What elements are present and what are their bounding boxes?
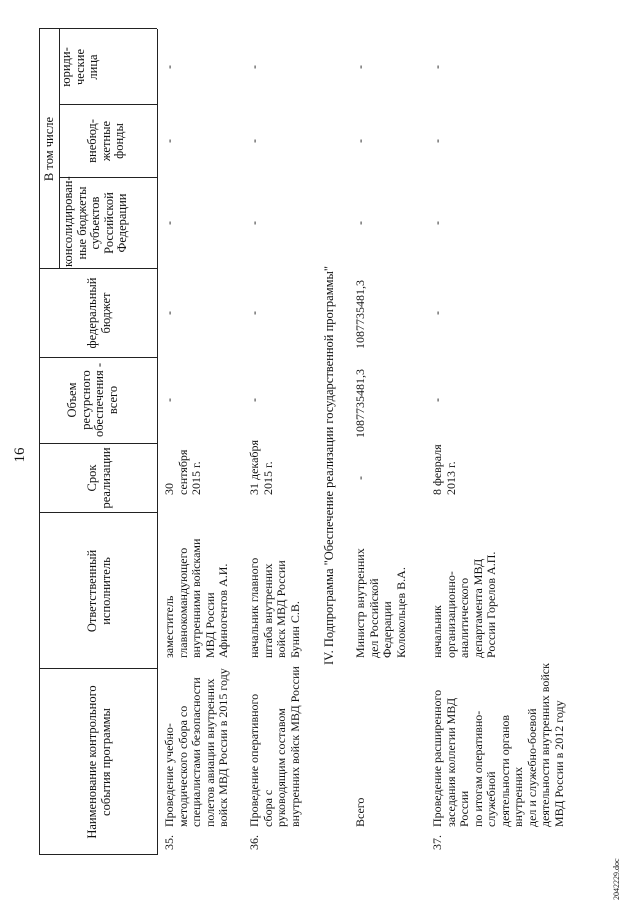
header-event: Наименование контрольного события программы [85, 685, 113, 839]
row-event: Проведение учебно- методического сбора со специалистами безопасности полетов авиации внутренних войск МВД России в 2015 году [162, 668, 230, 827]
row-event: Проведение расширенного заседания коллегии МВД России по итогам оперативно-служебной деятельности органов внутренних дел и служебно-боевой деятельности внутренних войск МВД России в 2012 году [430, 663, 566, 827]
total-label: Всего [353, 797, 367, 827]
row-consolidated: - [162, 221, 176, 225]
col-rule-6 [39, 268, 157, 269]
total-executor: Министр внутренних дел Российской Федерации Колокольцев В.А. [353, 548, 408, 658]
row-legal: - [247, 65, 261, 69]
header-consolidated: консолидирован- ные бюджеты субъектов Российской Федерации [61, 176, 129, 267]
row-legal: - [430, 65, 444, 69]
row-term: 31 декабря 2015 г. [247, 439, 275, 495]
header-including: В том числе [42, 116, 56, 182]
col-rule-9 [39, 28, 157, 29]
header-executor: Ответственный исполнитель [85, 549, 113, 633]
col-rule-2 [39, 668, 157, 669]
header-legal: юриди- ческие лица [59, 47, 100, 87]
row-executor: заместитель главнокомандующего внутренними войсками МВД России Афиногентов А.И. [162, 538, 230, 658]
total-offbudget: - [353, 139, 367, 143]
header-federal: федеральный бюджет [85, 277, 113, 349]
row-term: 8 февраля 2013 г. [430, 444, 458, 495]
table-top-rule [39, 29, 40, 855]
col-rule-1 [39, 854, 157, 855]
row-executor: начальник главного штаба внутренних войск МВД России Бунин С.В. [247, 557, 302, 658]
total-federal: 1087735481,3 [353, 280, 367, 349]
row-consolidated: - [247, 221, 261, 225]
subprogram-title: IV. Подпрограмма "Обеспечение реализации государственной программы" [322, 265, 336, 665]
header-term: Срок реализации [85, 447, 113, 509]
row-number: 36. [247, 835, 261, 850]
col-rule-4 [39, 443, 157, 444]
document-code: 2042229.doc [612, 858, 621, 900]
row-federal: - [430, 311, 444, 315]
row-event: Проведение оперативного сбора с руководящим составом внутренних войск МВД России [247, 666, 302, 827]
total-term: - [353, 476, 367, 480]
total-volume: 1087735481,3 [353, 369, 367, 438]
row-federal: - [162, 311, 176, 315]
col-rule-5 [39, 357, 157, 358]
header-volume: Объем ресурсного обеспечения - всего [65, 362, 120, 438]
row-number: 37. [430, 835, 444, 850]
header-bottom-rule [157, 29, 158, 855]
row-volume: - [162, 398, 176, 402]
col-rule-3 [39, 512, 157, 513]
row-offbudget: - [162, 139, 176, 143]
row-federal: - [247, 311, 261, 315]
page-number: 16 [12, 447, 28, 463]
row-offbudget: - [247, 139, 261, 143]
row-offbudget: - [430, 139, 444, 143]
total-legal: - [353, 65, 367, 69]
row-volume: - [430, 398, 444, 402]
row-consolidated: - [430, 221, 444, 225]
header-offbudget: внебюд- жетные фонды [85, 119, 126, 163]
col-rule-8 [59, 104, 157, 105]
row-number: 35. [162, 835, 176, 850]
row-term: 30 сентября 2015 г. [162, 449, 203, 495]
total-consolidated: - [353, 221, 367, 225]
row-volume: - [247, 398, 261, 402]
row-executor: начальник организационно- аналитического департамента МВД России Горелов А.П. [430, 551, 498, 658]
row-legal: - [162, 65, 176, 69]
